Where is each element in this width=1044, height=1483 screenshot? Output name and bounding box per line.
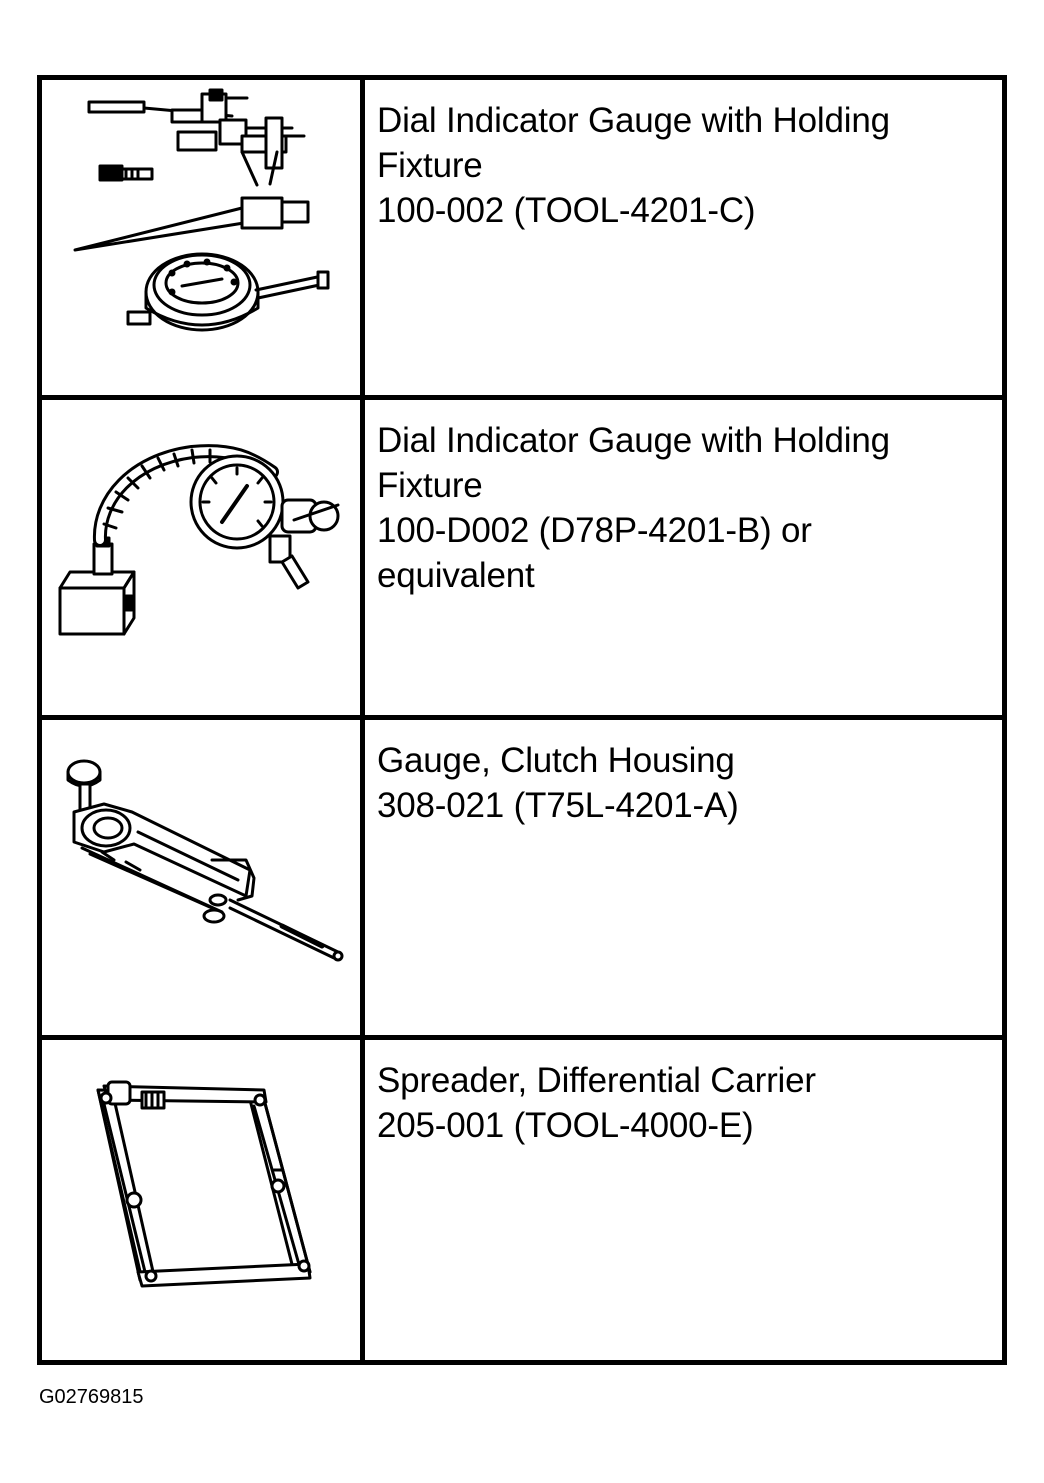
- tool-line: Spreader, Differential Carrier: [377, 1061, 816, 1100]
- tool-description-2: [365, 400, 1002, 715]
- carrier-spreader-icon: [42, 1040, 360, 1360]
- tool-line: equivalent: [377, 556, 535, 595]
- figure-code: G02769815: [39, 1386, 144, 1408]
- tool-line: Fixture: [377, 466, 483, 505]
- tool-line: Fixture: [377, 146, 483, 185]
- tool-part-number: 308-021 (T75L-4201-A): [377, 786, 739, 825]
- tool-description-1: [365, 80, 1002, 395]
- tool-part-number: 100-D002 (D78P-4201-B) or: [377, 511, 812, 550]
- magnetic-base-indicator-icon: [42, 400, 360, 715]
- dial-indicator-kit-icon: [42, 80, 360, 395]
- tool-image-cell-3: [42, 720, 360, 1035]
- tool-part-number: 100-002 (TOOL-4201-C): [377, 191, 756, 230]
- tool-part-number: 205-001 (TOOL-4000-E): [377, 1106, 754, 1145]
- tool-line: Dial Indicator Gauge with Holding: [377, 101, 890, 140]
- special-tools-table: [37, 75, 1007, 1365]
- tool-line: Gauge, Clutch Housing: [377, 741, 735, 780]
- clutch-housing-gauge-icon: [42, 720, 360, 1035]
- tool-image-cell-1: [42, 80, 360, 395]
- tool-image-cell-2: [42, 400, 360, 715]
- tool-description-4: [365, 1040, 1002, 1360]
- tool-image-cell-4: [42, 1040, 360, 1360]
- tool-description-3: [365, 720, 1002, 1035]
- tool-line: Dial Indicator Gauge with Holding: [377, 421, 890, 460]
